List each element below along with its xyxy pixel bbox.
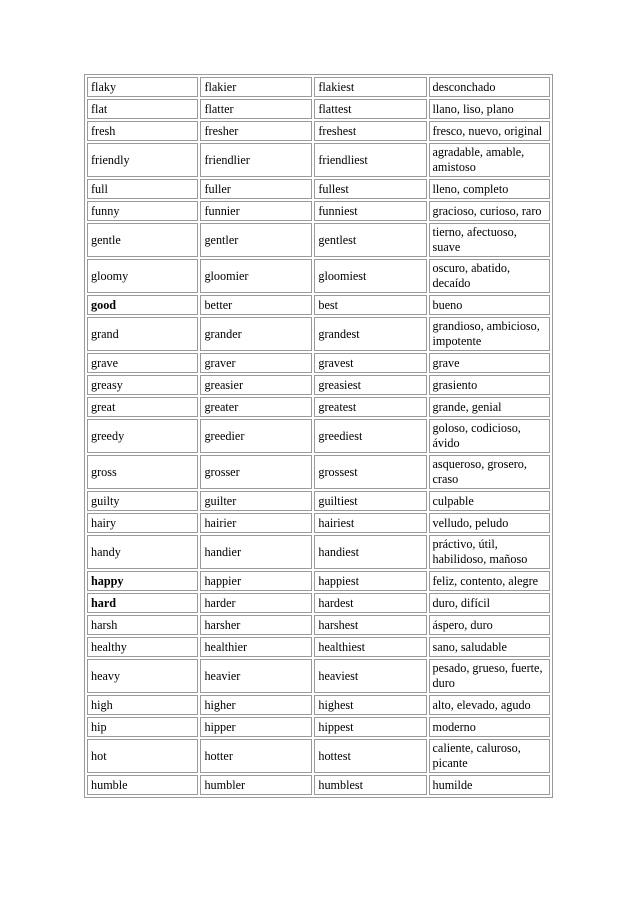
spanish-translation-cell: duro, difícil xyxy=(429,593,551,613)
comparative-cell: harsher xyxy=(200,615,312,635)
superlative-cell: friendliest xyxy=(314,143,426,177)
superlative-cell: hardest xyxy=(314,593,426,613)
table-row xyxy=(87,513,550,533)
table-row xyxy=(87,397,550,417)
base-form-cell: guilty xyxy=(87,491,198,511)
table-row xyxy=(87,317,550,351)
adjective-table xyxy=(84,74,553,798)
table-row xyxy=(87,615,550,635)
table-row xyxy=(87,353,550,373)
spanish-translation-cell: oscuro, abatido, decaído xyxy=(429,259,551,293)
comparative-cell: grander xyxy=(200,317,312,351)
spanish-translation-cell: humilde xyxy=(429,775,551,795)
comparative-cell: graver xyxy=(200,353,312,373)
table-row xyxy=(87,571,550,591)
table-row xyxy=(87,259,550,293)
table-row xyxy=(87,775,550,795)
superlative-cell: greasiest xyxy=(314,375,426,395)
base-form-cell: greedy xyxy=(87,419,198,453)
base-form-cell: harsh xyxy=(87,615,198,635)
base-form-cell: grave xyxy=(87,353,198,373)
table-row xyxy=(87,695,550,715)
spanish-translation-cell: culpable xyxy=(429,491,551,511)
spanish-translation-cell: bueno xyxy=(429,295,551,315)
table-row xyxy=(87,143,550,177)
superlative-cell: highest xyxy=(314,695,426,715)
table-row xyxy=(87,593,550,613)
base-form-cell: handy xyxy=(87,535,198,569)
spanish-translation-cell: goloso, codicioso, ávido xyxy=(429,419,551,453)
spanish-translation-cell: grandioso, ambicioso, impotente xyxy=(429,317,551,351)
table-row xyxy=(87,491,550,511)
spanish-translation-cell: desconchado xyxy=(429,77,551,97)
spanish-translation-cell: agradable, amable, amistoso xyxy=(429,143,551,177)
base-form-cell: full xyxy=(87,179,198,199)
spanish-translation-cell: velludo, peludo xyxy=(429,513,551,533)
comparative-cell: grosser xyxy=(200,455,312,489)
base-form-cell: gross xyxy=(87,455,198,489)
superlative-cell: greediest xyxy=(314,419,426,453)
spanish-translation-cell: asqueroso, grosero, craso xyxy=(429,455,551,489)
comparative-cell: fuller xyxy=(200,179,312,199)
comparative-cell: gentler xyxy=(200,223,312,257)
comparative-cell: hairier xyxy=(200,513,312,533)
comparative-cell: greater xyxy=(200,397,312,417)
comparative-cell: funnier xyxy=(200,201,312,221)
table-row xyxy=(87,121,550,141)
base-form-cell: hairy xyxy=(87,513,198,533)
superlative-cell: heaviest xyxy=(314,659,426,693)
superlative-cell: flattest xyxy=(314,99,426,119)
comparative-cell: hipper xyxy=(200,717,312,737)
spanish-translation-cell: caliente, caluroso, picante xyxy=(429,739,551,773)
superlative-cell: greatest xyxy=(314,397,426,417)
superlative-cell: hairiest xyxy=(314,513,426,533)
base-form-cell: hard xyxy=(87,593,198,613)
adjective-table-body xyxy=(87,77,550,795)
comparative-cell: higher xyxy=(200,695,312,715)
superlative-cell: hippest xyxy=(314,717,426,737)
spanish-translation-cell: grande, genial xyxy=(429,397,551,417)
superlative-cell: healthiest xyxy=(314,637,426,657)
spanish-translation-cell: moderno xyxy=(429,717,551,737)
spanish-translation-cell: fresco, nuevo, original xyxy=(429,121,551,141)
table-row xyxy=(87,375,550,395)
table-row xyxy=(87,535,550,569)
table-row xyxy=(87,179,550,199)
spanish-translation-cell: feliz, contento, alegre xyxy=(429,571,551,591)
spanish-translation-cell: práctivo, útil, habilidoso, mañoso xyxy=(429,535,551,569)
base-form-cell: heavy xyxy=(87,659,198,693)
table-row xyxy=(87,77,550,97)
superlative-cell: best xyxy=(314,295,426,315)
superlative-cell: humblest xyxy=(314,775,426,795)
comparative-cell: better xyxy=(200,295,312,315)
base-form-cell: happy xyxy=(87,571,198,591)
base-form-cell: flat xyxy=(87,99,198,119)
spanish-translation-cell: grasiento xyxy=(429,375,551,395)
superlative-cell: gravest xyxy=(314,353,426,373)
table-row xyxy=(87,739,550,773)
spanish-translation-cell: lleno, completo xyxy=(429,179,551,199)
superlative-cell: happiest xyxy=(314,571,426,591)
comparative-cell: gloomier xyxy=(200,259,312,293)
superlative-cell: grossest xyxy=(314,455,426,489)
comparative-cell: flakier xyxy=(200,77,312,97)
table-row xyxy=(87,717,550,737)
table-row xyxy=(87,223,550,257)
spanish-translation-cell: áspero, duro xyxy=(429,615,551,635)
comparative-cell: healthier xyxy=(200,637,312,657)
superlative-cell: hottest xyxy=(314,739,426,773)
comparative-cell: greasier xyxy=(200,375,312,395)
superlative-cell: handiest xyxy=(314,535,426,569)
comparative-cell: friendlier xyxy=(200,143,312,177)
base-form-cell: grand xyxy=(87,317,198,351)
base-form-cell: greasy xyxy=(87,375,198,395)
comparative-cell: hotter xyxy=(200,739,312,773)
base-form-cell: good xyxy=(87,295,198,315)
spanish-translation-cell: sano, saludable xyxy=(429,637,551,657)
superlative-cell: flakiest xyxy=(314,77,426,97)
table-row xyxy=(87,455,550,489)
superlative-cell: funniest xyxy=(314,201,426,221)
base-form-cell: humble xyxy=(87,775,198,795)
comparative-cell: handier xyxy=(200,535,312,569)
base-form-cell: gloomy xyxy=(87,259,198,293)
table-row xyxy=(87,637,550,657)
table-row xyxy=(87,295,550,315)
base-form-cell: healthy xyxy=(87,637,198,657)
base-form-cell: flaky xyxy=(87,77,198,97)
comparative-cell: greedier xyxy=(200,419,312,453)
comparative-cell: harder xyxy=(200,593,312,613)
superlative-cell: freshest xyxy=(314,121,426,141)
spanish-translation-cell: alto, elevado, agudo xyxy=(429,695,551,715)
comparative-cell: flatter xyxy=(200,99,312,119)
superlative-cell: harshest xyxy=(314,615,426,635)
table-row xyxy=(87,201,550,221)
table-row xyxy=(87,419,550,453)
comparative-cell: heavier xyxy=(200,659,312,693)
superlative-cell: gentlest xyxy=(314,223,426,257)
spanish-translation-cell: gracioso, curioso, raro xyxy=(429,201,551,221)
comparative-cell: happier xyxy=(200,571,312,591)
spanish-translation-cell: llano, liso, plano xyxy=(429,99,551,119)
base-form-cell: high xyxy=(87,695,198,715)
spanish-translation-cell: grave xyxy=(429,353,551,373)
superlative-cell: guiltiest xyxy=(314,491,426,511)
base-form-cell: friendly xyxy=(87,143,198,177)
base-form-cell: great xyxy=(87,397,198,417)
table-row xyxy=(87,99,550,119)
comparative-cell: guilter xyxy=(200,491,312,511)
spanish-translation-cell: pesado, grueso, fuerte, duro xyxy=(429,659,551,693)
base-form-cell: fresh xyxy=(87,121,198,141)
superlative-cell: grandest xyxy=(314,317,426,351)
base-form-cell: hot xyxy=(87,739,198,773)
table-row xyxy=(87,659,550,693)
superlative-cell: fullest xyxy=(314,179,426,199)
spanish-translation-cell: tierno, afectuoso, suave xyxy=(429,223,551,257)
comparative-cell: fresher xyxy=(200,121,312,141)
base-form-cell: gentle xyxy=(87,223,198,257)
comparative-cell: humbler xyxy=(200,775,312,795)
superlative-cell: gloomiest xyxy=(314,259,426,293)
base-form-cell: hip xyxy=(87,717,198,737)
base-form-cell: funny xyxy=(87,201,198,221)
